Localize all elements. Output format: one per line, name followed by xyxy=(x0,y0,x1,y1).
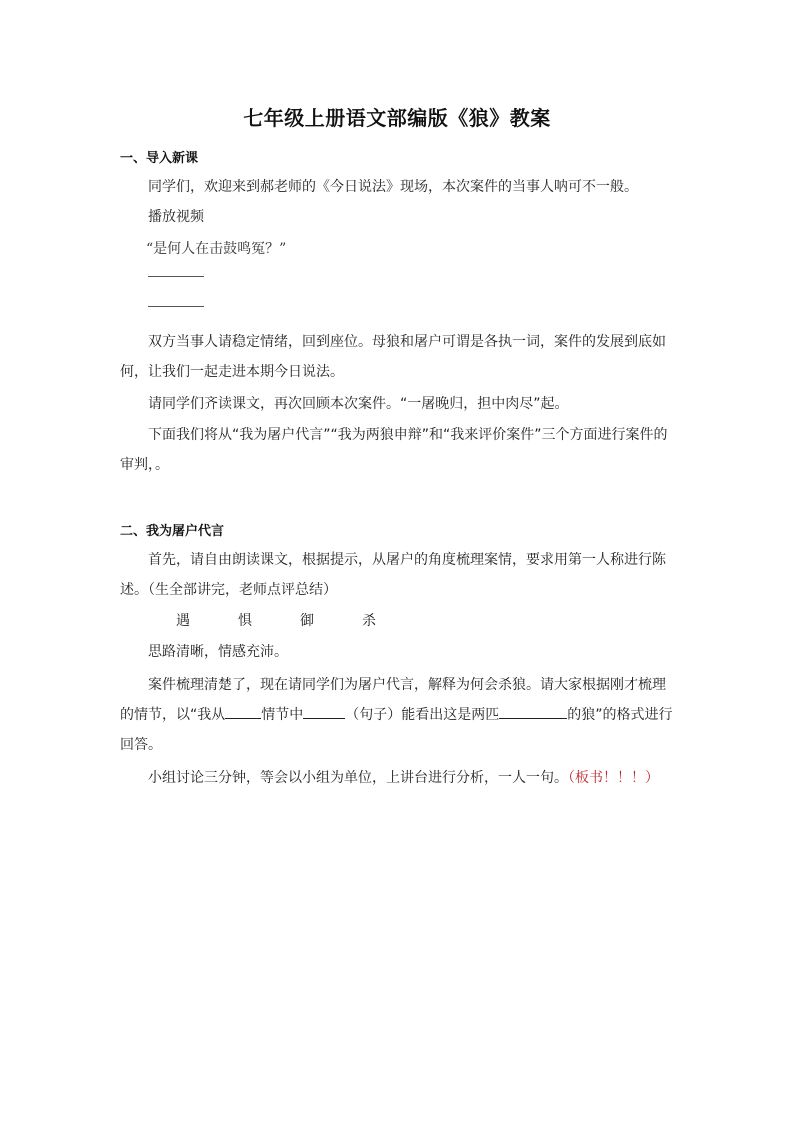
group-discussion-text: 小组讨论三分钟，等会以小组为单位，上讲台进行分析，一人一句。 xyxy=(148,770,568,786)
key-characters xyxy=(120,606,676,636)
paragraph-comment: 思路清晰，情感充沛。 xyxy=(148,644,288,660)
key-char: 遇 xyxy=(176,613,190,629)
fill-part-c: （句子）能看出这是两匹 xyxy=(345,707,500,723)
fill-part-a: “我从 xyxy=(190,707,226,723)
dash-line-1 xyxy=(148,276,204,277)
key-char: 惧 xyxy=(238,613,252,629)
fill-blank-3 xyxy=(499,704,567,719)
section-heading-intro: 一、导入新课 xyxy=(120,151,199,166)
key-char: 御 xyxy=(300,613,314,629)
paragraph-first-person: 首先，请自由朗读课文，根据提示，从屠户的角度梳理案情，要求用第一人称进行陈述。（生全部讲完，老师点评总结） xyxy=(120,552,666,598)
fill-part-d: 的狼”的格式进行回答。 xyxy=(120,707,673,753)
paragraph-group-discussion xyxy=(120,763,676,793)
fill-intro: 案件梳理清楚了，现在请同学们为屠户代言，解释为何会杀狼。请大家根据刚才梳理的情节，以 xyxy=(120,677,666,723)
fill-blank-2 xyxy=(303,704,345,719)
paragraph-court-intro: 双方当事人请稳定情绪，回到座位。母狼和屠户可谓是各执一词，案件的发展到底如何，让我们一起走进本期今日说法。 xyxy=(120,334,666,380)
key-char: 杀 xyxy=(362,613,376,629)
section-heading-butcher: 二、我为屠户代言 xyxy=(120,524,225,539)
paragraph-play-video: 播放视频 xyxy=(148,209,204,225)
fill-part-b: 情节中 xyxy=(261,707,304,723)
paragraph-three-aspects: 下面我们将从“我为屠户代言”“我为两狼申辩”和“我来评价案件”三个方面进行案件的审判，。 xyxy=(120,427,668,473)
paragraph-welcome: 同学们，欢迎来到郝老师的《今日说法》现场，本次案件的当事人呐可不一般。 xyxy=(148,179,638,195)
paragraph-read-text: 请同学们齐读课文，再次回顾本次案件。“一屠晚归，担中肉尽”起。 xyxy=(148,396,569,412)
dash-line-2 xyxy=(148,306,204,307)
paragraph-fill-format xyxy=(120,670,676,760)
document-title: 七年级上册语文部编版《狼》教案 xyxy=(243,106,551,130)
quote-drum: “是何人在击鼓鸣冤？” xyxy=(146,241,287,257)
board-note: （板书！！！） xyxy=(568,770,659,786)
fill-blank-1 xyxy=(225,704,261,719)
